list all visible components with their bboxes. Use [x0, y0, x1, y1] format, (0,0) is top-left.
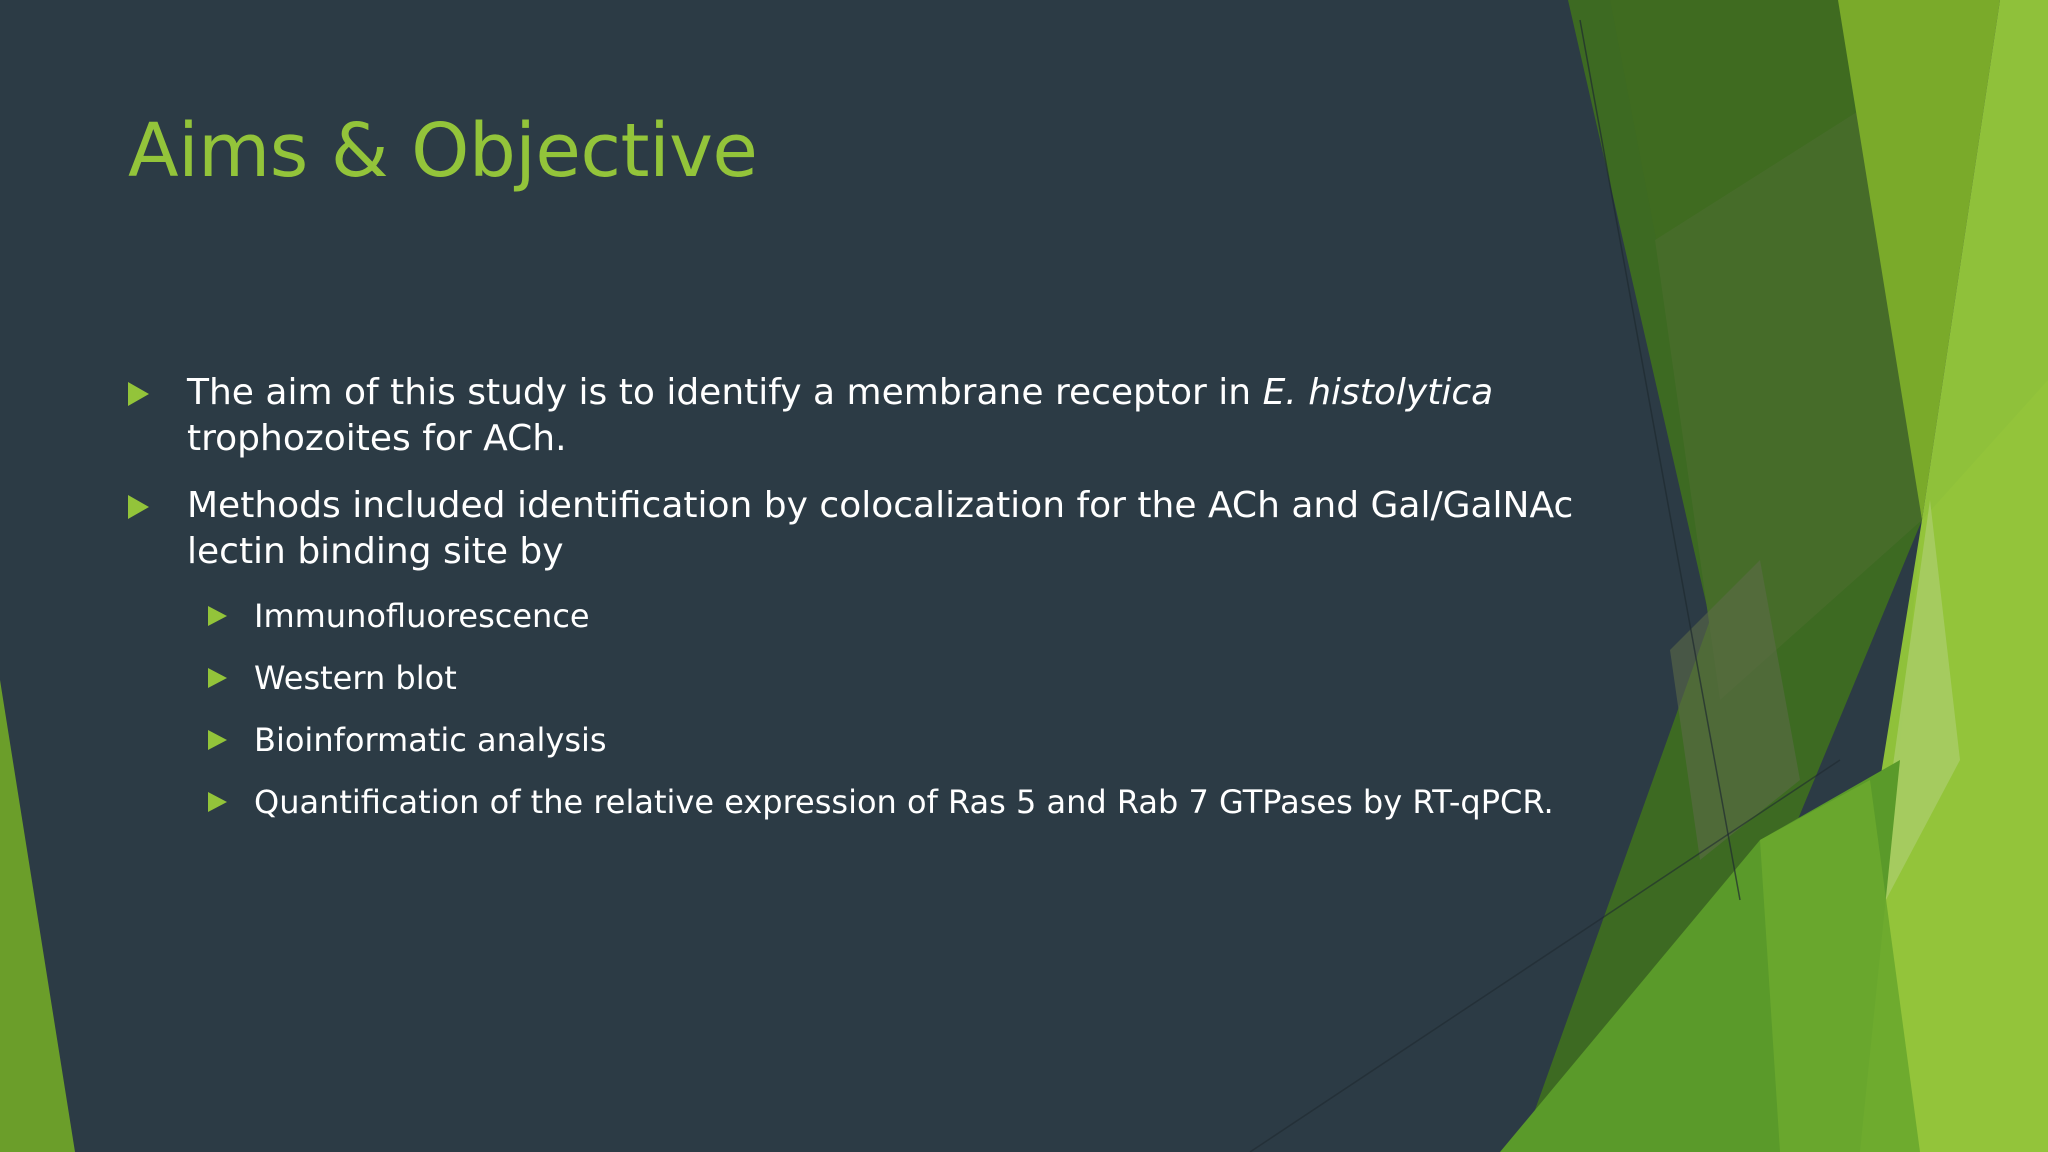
- triangle-right-icon: [128, 382, 149, 406]
- triangle-right-icon: [208, 606, 227, 626]
- sub-bullet-list: [128, 596, 1578, 822]
- bullet-text-part2: trophozoites for ACh.: [187, 418, 567, 459]
- bullet-list: [128, 370, 1578, 844]
- sub-bullet-text: Quantification of the relative expression of Ras 5 and Rab 7 GTPases by RT-qPCR.: [254, 783, 1554, 821]
- bullet-text-part1: The aim of this study is to identify a membrane receptor in: [187, 372, 1263, 413]
- sub-bullet-item: [208, 782, 1578, 822]
- sub-bullet-text: Western blot: [254, 659, 457, 697]
- bullet-item-methods: [128, 483, 1578, 575]
- sub-bullet-text: Bioinformatic analysis: [254, 721, 607, 759]
- sub-bullet-item: [208, 596, 1578, 636]
- triangle-right-icon: [208, 792, 227, 812]
- sub-bullet-item: [208, 720, 1578, 760]
- bullet-item-aim: [128, 370, 1578, 462]
- triangle-right-icon: [128, 495, 149, 519]
- bullet-text: Methods included identification by colocalization for the ACh and Gal/GalNAc lectin binding site by: [187, 485, 1574, 572]
- slide-title: Aims & Objective: [128, 108, 758, 194]
- bullet-text-italic: E. histolytica: [1262, 372, 1494, 413]
- sub-bullet-item: [208, 658, 1578, 698]
- sub-bullet-text: Immunofluorescence: [254, 597, 590, 635]
- triangle-right-icon: [208, 668, 227, 688]
- triangle-right-icon: [208, 730, 227, 750]
